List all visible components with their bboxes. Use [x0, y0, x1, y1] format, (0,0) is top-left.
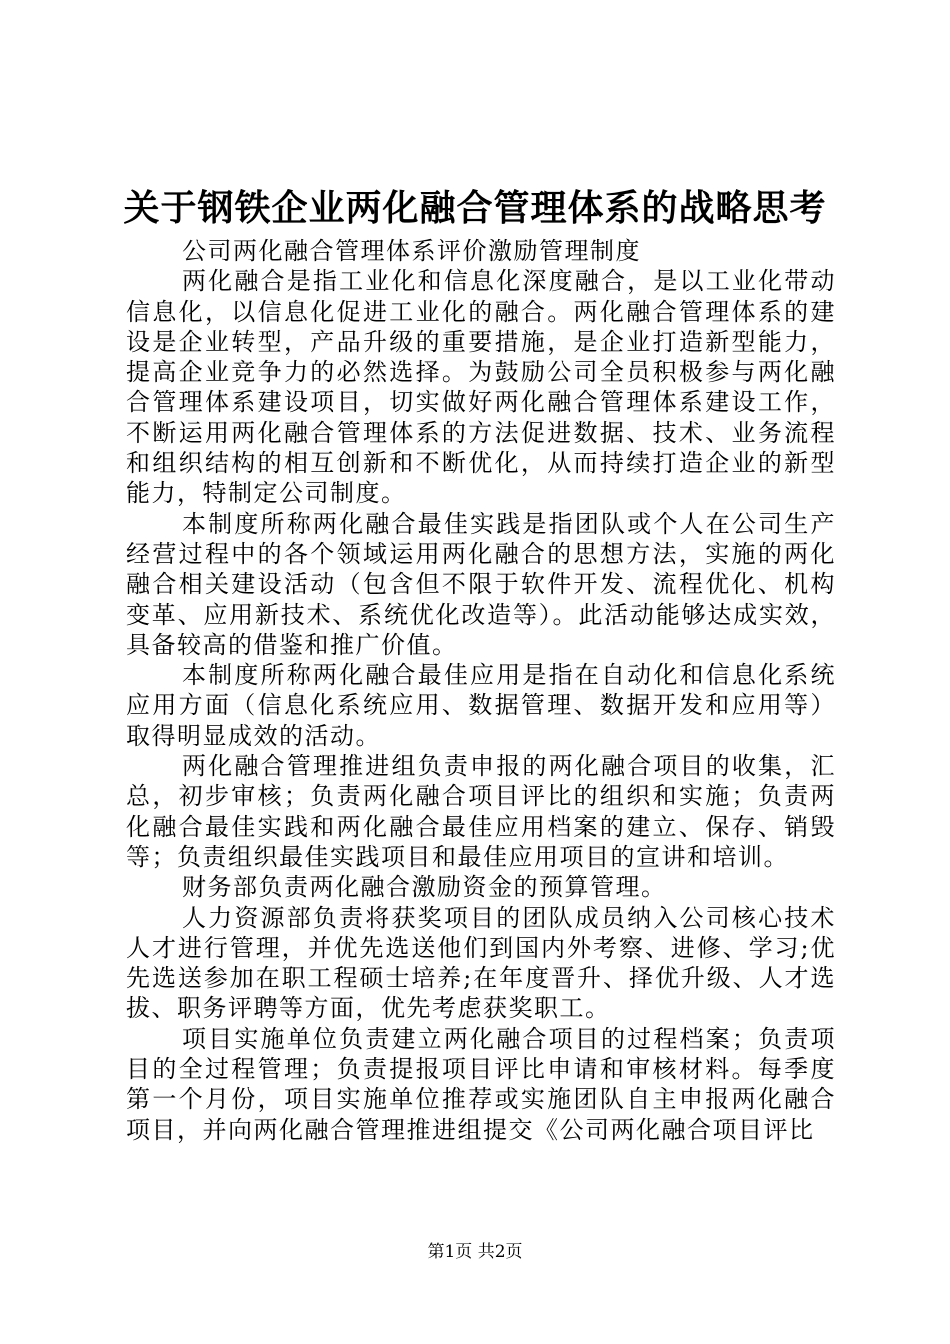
- paragraph-3: 本制度所称两化融合最佳应用是指在自动化和信息化系统应用方面（信息化系统应用、数据管理、数据开发和应用等）取得明显成效的活动。: [126, 661, 836, 750]
- document-subtitle: 公司两化融合管理体系评价激励管理制度: [182, 237, 641, 265]
- paragraph-2: 本制度所称两化融合最佳实践是指团队或个人在公司生产经营过程中的各个领域运用两化融合的思想方法，实施的两化融合相关建设活动（包含但不限于软件开发、流程优化、机构变革、应用新技术、系统优化改造等）。此活动能够达成实效，具备较高的借鉴和推广价值。: [126, 509, 836, 659]
- document-title: 关于钢铁企业两化融合管理体系的战略思考: [123, 187, 827, 229]
- page-number-footer: 第1页 共2页: [427, 1242, 523, 1262]
- document-body: [126, 236, 836, 1145]
- paragraph-5: 财务部负责两化融合激励资金的预算管理。: [182, 873, 667, 902]
- paragraph-1: 两化融合是指工业化和信息化深度融合，是以工业化带动信息化，以信息化促进工业化的融合。两化融合管理体系的建设是企业转型，产品升级的重要措施，是企业打造新型能力，提高企业竞争力的必然选择。为鼓励公司全员积极参与两化融合管理体系建设项目，切实做好两化融合管理体系建设工作，不断运用两化融合管理体系的方法促进数据、技术、业务流程和组织结构的相互创新和不断优化，从而持续打造企业的新型能力，特制定公司制度。: [126, 267, 836, 508]
- paragraph-4: 两化融合管理推进组负责申报的两化融合项目的收集，汇总，初步审核；负责两化融合项目评比的组织和实施；负责两化融合最佳实践和两化融合最佳应用档案的建立、保存、销毁等；负责组织最佳实践项目和最佳应用项目的宣讲和培训。: [126, 752, 836, 871]
- paragraph-6: 人力资源部负责将获奖项目的团队成员纳入公司核心技术人才进行管理，并优先选送他们到国内外考察、进修、学习;优先选送参加在职工程硕士培养;在年度晋升、择优升级、人才选拔、职务评聘等方面，优先考虑获奖职工。: [126, 903, 836, 1023]
- paragraph-7: 项目实施单位负责建立两化融合项目的过程档案；负责项目的全过程管理；负责提报项目评比申请和审核材料。每季度第一个月份，项目实施单位推荐或实施团队自主申报两化融合项目，并向两化融合管理推进组提交《公司两化融合项目评比: [126, 1024, 836, 1144]
